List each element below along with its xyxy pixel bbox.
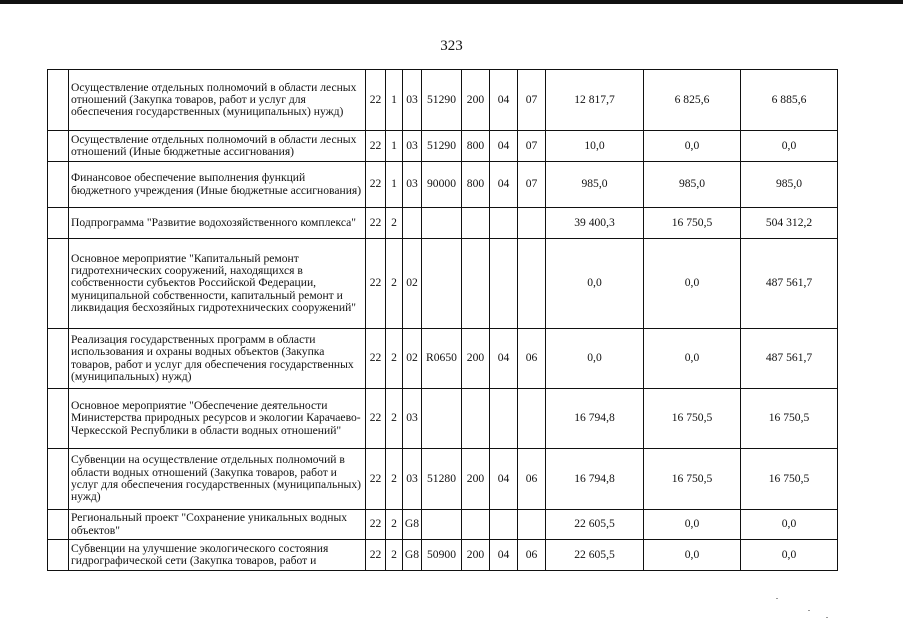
top-border-rule — [0, 0, 903, 4]
code-cell — [422, 389, 462, 449]
code-cell: 04 — [490, 70, 518, 131]
amount-cell: 985,0 — [644, 162, 741, 208]
table-row — [48, 208, 838, 239]
code-cell: 22 — [366, 131, 386, 162]
row-name-cell: Подпрограмма "Развитие водохозяйственного комплекса" — [69, 208, 366, 239]
code-cell: 2 — [386, 540, 403, 571]
code-cell: 06 — [518, 540, 546, 571]
scan-speck — [776, 598, 778, 599]
table-row — [48, 162, 838, 208]
code-cell: 02 — [403, 239, 422, 329]
code-cell: 2 — [386, 510, 403, 540]
amount-cell: 22 605,5 — [546, 540, 644, 571]
amount-cell: 16 750,5 — [741, 389, 838, 449]
code-cell: 03 — [403, 70, 422, 131]
empty-lead-cell — [48, 449, 69, 510]
code-cell: 90000 — [422, 162, 462, 208]
amount-cell: 10,0 — [546, 131, 644, 162]
code-cell: 22 — [366, 389, 386, 449]
code-cell: 02 — [403, 329, 422, 389]
code-cell: 2 — [386, 329, 403, 389]
code-cell: 50900 — [422, 540, 462, 571]
row-name-cell: Осуществление отдельных полномочий в области лесных отношений (Иные бюджетные ассигнования) — [69, 131, 366, 162]
code-cell: 800 — [462, 131, 490, 162]
amount-cell: 16 750,5 — [644, 449, 741, 510]
amount-cell: 0,0 — [644, 131, 741, 162]
empty-lead-cell — [48, 162, 69, 208]
empty-lead-cell — [48, 131, 69, 162]
amount-cell: 487 561,7 — [741, 239, 838, 329]
row-name-cell: Финансовое обеспечение выполнения функций бюджетного учреждения (Иные бюджетные ассигнования) — [69, 162, 366, 208]
code-cell: 1 — [386, 131, 403, 162]
row-name-cell: Субвенции на улучшение экологического состояния гидрографической сети (Закупка товаров, работ и — [69, 540, 366, 571]
page-number: 323 — [440, 38, 463, 54]
code-cell — [462, 389, 490, 449]
code-cell: 22 — [366, 329, 386, 389]
code-cell: 22 — [366, 239, 386, 329]
code-cell: 200 — [462, 540, 490, 571]
code-cell: 04 — [490, 540, 518, 571]
code-cell — [490, 389, 518, 449]
table-row — [48, 329, 838, 389]
code-cell: 800 — [462, 162, 490, 208]
empty-lead-cell — [48, 329, 69, 389]
code-cell: 1 — [386, 162, 403, 208]
table-row — [48, 449, 838, 510]
code-cell — [462, 208, 490, 239]
empty-lead-cell — [48, 540, 69, 571]
amount-cell: 0,0 — [644, 510, 741, 540]
code-cell: 06 — [518, 329, 546, 389]
code-cell — [518, 389, 546, 449]
code-cell — [490, 510, 518, 540]
code-cell: 2 — [386, 449, 403, 510]
table-row — [48, 131, 838, 162]
empty-lead-cell — [48, 208, 69, 239]
code-cell: 22 — [366, 162, 386, 208]
amount-cell: 39 400,3 — [546, 208, 644, 239]
code-cell: 03 — [403, 162, 422, 208]
code-cell: 04 — [490, 449, 518, 510]
code-cell: 51290 — [422, 70, 462, 131]
amount-cell: 16 750,5 — [644, 208, 741, 239]
code-cell: 04 — [490, 329, 518, 389]
code-cell — [422, 239, 462, 329]
amount-cell: 0,0 — [546, 239, 644, 329]
code-cell — [462, 239, 490, 329]
amount-cell: 985,0 — [546, 162, 644, 208]
amount-cell: 16 794,8 — [546, 389, 644, 449]
table-row — [48, 540, 838, 571]
code-cell: G8 — [403, 510, 422, 540]
code-cell: 03 — [403, 389, 422, 449]
code-cell: 04 — [490, 131, 518, 162]
code-cell: 22 — [366, 208, 386, 239]
amount-cell: 16 794,8 — [546, 449, 644, 510]
code-cell — [490, 239, 518, 329]
row-name-cell: Субвенции на осуществление отдельных полномочий в области водных отношений (Закупка товаров, работ и услуг для обеспечения государственных (муниципальных) нужд) — [69, 449, 366, 510]
code-cell — [422, 208, 462, 239]
amount-cell: 0,0 — [741, 510, 838, 540]
code-cell: 07 — [518, 70, 546, 131]
code-cell: 2 — [386, 208, 403, 239]
row-name-cell: Региональный проект "Сохранение уникальных водных объектов" — [69, 510, 366, 540]
code-cell: 51280 — [422, 449, 462, 510]
amount-cell: 16 750,5 — [741, 449, 838, 510]
row-name-cell: Основное мероприятие "Капитальный ремонт гидротехнических сооружений, находящихся в собственности субъектов Российской Федерации, муниципальной собственности, капитальный ремонт и ликвидация бесхозяйных гидротехнических сооружений" — [69, 239, 366, 329]
code-cell: 2 — [386, 389, 403, 449]
code-cell: R0650 — [422, 329, 462, 389]
amount-cell: 6 885,6 — [741, 70, 838, 131]
amount-cell: 6 825,6 — [644, 70, 741, 131]
table-row — [48, 239, 838, 329]
code-cell: 1 — [386, 70, 403, 131]
amount-cell: 12 817,7 — [546, 70, 644, 131]
table-row — [48, 70, 838, 131]
code-cell: 03 — [403, 449, 422, 510]
table-row — [48, 389, 838, 449]
code-cell: 03 — [403, 131, 422, 162]
code-cell: 22 — [366, 449, 386, 510]
empty-lead-cell — [48, 510, 69, 540]
row-name-cell: Реализация государственных программ в области использования и охраны водных объектов (Закупка товаров, работ и услуг для обеспечения государственных (муниципальных) нужд) — [69, 329, 366, 389]
code-cell: 06 — [518, 449, 546, 510]
code-cell: 200 — [462, 329, 490, 389]
empty-lead-cell — [48, 239, 69, 329]
code-cell: G8 — [403, 540, 422, 571]
amount-cell: 22 605,5 — [546, 510, 644, 540]
scan-speck — [826, 617, 828, 618]
amount-cell: 0,0 — [741, 131, 838, 162]
code-cell: 07 — [518, 131, 546, 162]
scan-speck — [808, 610, 810, 611]
amount-cell: 0,0 — [644, 329, 741, 389]
code-cell: 07 — [518, 162, 546, 208]
amount-cell: 985,0 — [741, 162, 838, 208]
code-cell — [518, 510, 546, 540]
amount-cell: 0,0 — [546, 329, 644, 389]
code-cell: 200 — [462, 70, 490, 131]
empty-lead-cell — [48, 70, 69, 131]
amount-cell: 16 750,5 — [644, 389, 741, 449]
code-cell: 200 — [462, 449, 490, 510]
code-cell — [462, 510, 490, 540]
row-name-cell: Осуществление отдельных полномочий в области лесных отношений (Закупка товаров, работ и услуг для обеспечения государственных (муниципальных) нужд) — [69, 70, 366, 131]
budget-table — [47, 69, 838, 571]
code-cell — [490, 208, 518, 239]
code-cell: 22 — [366, 540, 386, 571]
amount-cell: 0,0 — [644, 540, 741, 571]
empty-lead-cell — [48, 389, 69, 449]
code-cell — [518, 208, 546, 239]
row-name-cell: Основное мероприятие "Обеспечение деятельности Министерства природных ресурсов и экологии Карачаево-Черкесской Республики в области водных отношений" — [69, 389, 366, 449]
amount-cell: 0,0 — [644, 239, 741, 329]
code-cell: 22 — [366, 510, 386, 540]
amount-cell: 0,0 — [741, 540, 838, 571]
code-cell — [518, 239, 546, 329]
code-cell: 22 — [366, 70, 386, 131]
code-cell: 04 — [490, 162, 518, 208]
amount-cell: 504 312,2 — [741, 208, 838, 239]
table-row — [48, 510, 838, 540]
code-cell: 2 — [386, 239, 403, 329]
code-cell: 51290 — [422, 131, 462, 162]
code-cell — [403, 208, 422, 239]
code-cell — [422, 510, 462, 540]
amount-cell: 487 561,7 — [741, 329, 838, 389]
